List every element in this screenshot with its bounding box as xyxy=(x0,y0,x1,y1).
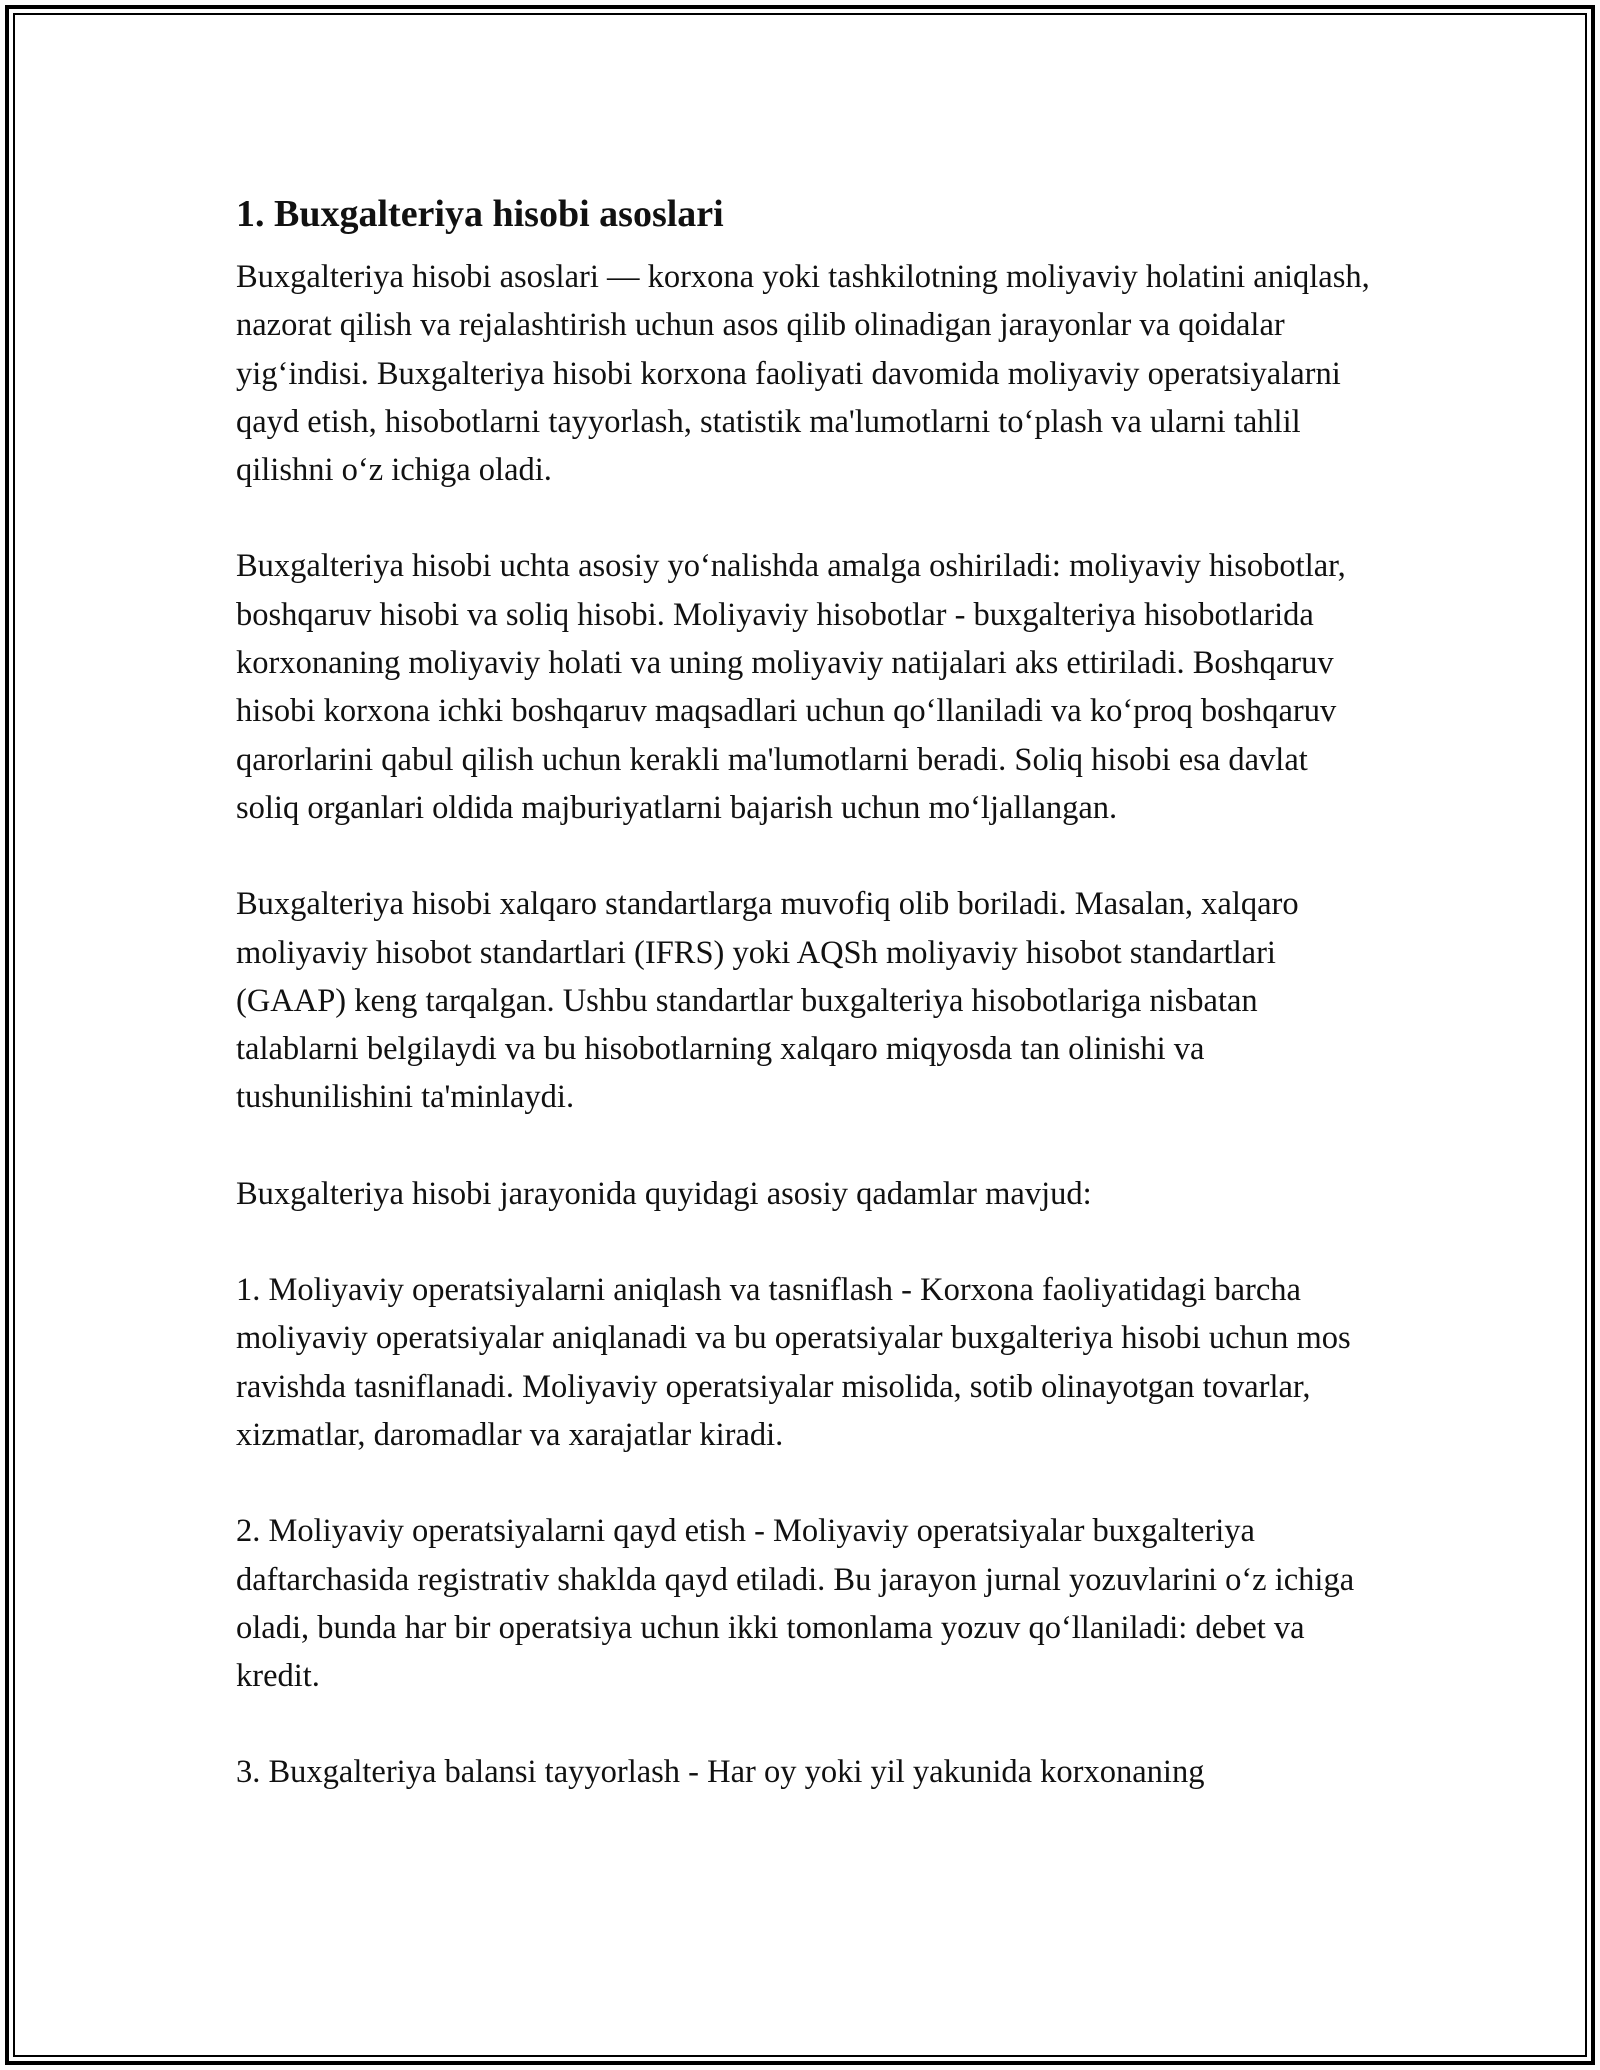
paragraph-standards: Buxgalteriya hisobi xalqaro standartlarga muvofiq olib boriladi. Masalan, xalqaro moliyaviy hisobot standartlari (IFRS) yoki AQSh moliyaviy hisobot standartlari (GAAP) keng tarqalgan. Ushbu standartlar buxgalteriya hisobotlariga nisbatan talablarni belgilaydi va bu hisobotlarning xalqaro miqyosda tan olinishi va tushunilishini ta'minlaydi. xyxy=(236,886,1299,1116)
paragraph-step-1: 1. Moliyaviy operatsiyalarni aniqlash va tasniflash - Korxona faoliyatidagi barcha moliyaviy operatsiyalar aniqlanadi va bu operatsiyalar buxgalteriya hisobi uchun mos ravishda tasniflanadi. Moliyaviy operatsiyalar misolida, sotib olinayotgan tovarlar, xizmatlar, daromadlar va xarajatlar kiradi. xyxy=(236,1272,1351,1453)
paragraph-intro: Buxgalteriya hisobi asoslari — korxona yoki tashkilotning moliyaviy holatini aniqlash, nazorat qilish va rejalashtirish uchun asos qilib olinadigan jarayonlar va qoidalar yig‘indisi. Buxgalteriya hisobi korxona faoliyati davomida moliyaviy operatsiyalarni qayd etish, hisobotlarni tayyorlash, statistik ma'lumotlarni to‘plash va ularni tahlil qilishni o‘z ichiga oladi. xyxy=(236,259,1370,489)
paragraph-directions: Buxgalteriya hisobi uchta asosiy yo‘nalishda amalga oshiriladi: moliyaviy hisobotlar, boshqaruv hisobi va soliq hisobi. Moliyaviy hisobotlar - buxgalteriya hisobotlarida korxonaning moliyaviy holati va uning moliyaviy natijalari aks ettiriladi. Boshqaruv hisobi korxona ichki boshqaruv maqsadlari uchun qo‘llaniladi va ko‘proq boshqaruv qarorlarini qabul qilish uchun kerakli ma'lumotlarni beradi. Soliq hisobi esa davlat soliq organlari oldida majburiyatlarni bajarish uchun mo‘ljallangan. xyxy=(236,548,1346,826)
paragraph-step-2: 2. Moliyaviy operatsiyalarni qayd etish - Moliyaviy operatsiyalar buxgalteriya daftarchasida registrativ shaklda qayd etiladi. Bu jarayon jurnal yozuvlarini o‘z ichiga oladi, bunda har bir operatsiya uchun ikki tomonlama yozuv qo‘llaniladi: debet va kredit. xyxy=(236,1513,1355,1695)
paragraph-step-3: 3. Buxgalteriya balansi tayyorlash - Har oy yoki yil yakunida korxonaning xyxy=(236,1754,1205,1791)
section-heading: 1. Buxgalteriya hisobi asoslari xyxy=(236,193,724,235)
document-body xyxy=(236,185,1376,1845)
paragraph-steps-intro: Buxgalteriya hisobi jarayonida quyidagi asosiy qadamlar mavjud: xyxy=(236,1175,1092,1212)
